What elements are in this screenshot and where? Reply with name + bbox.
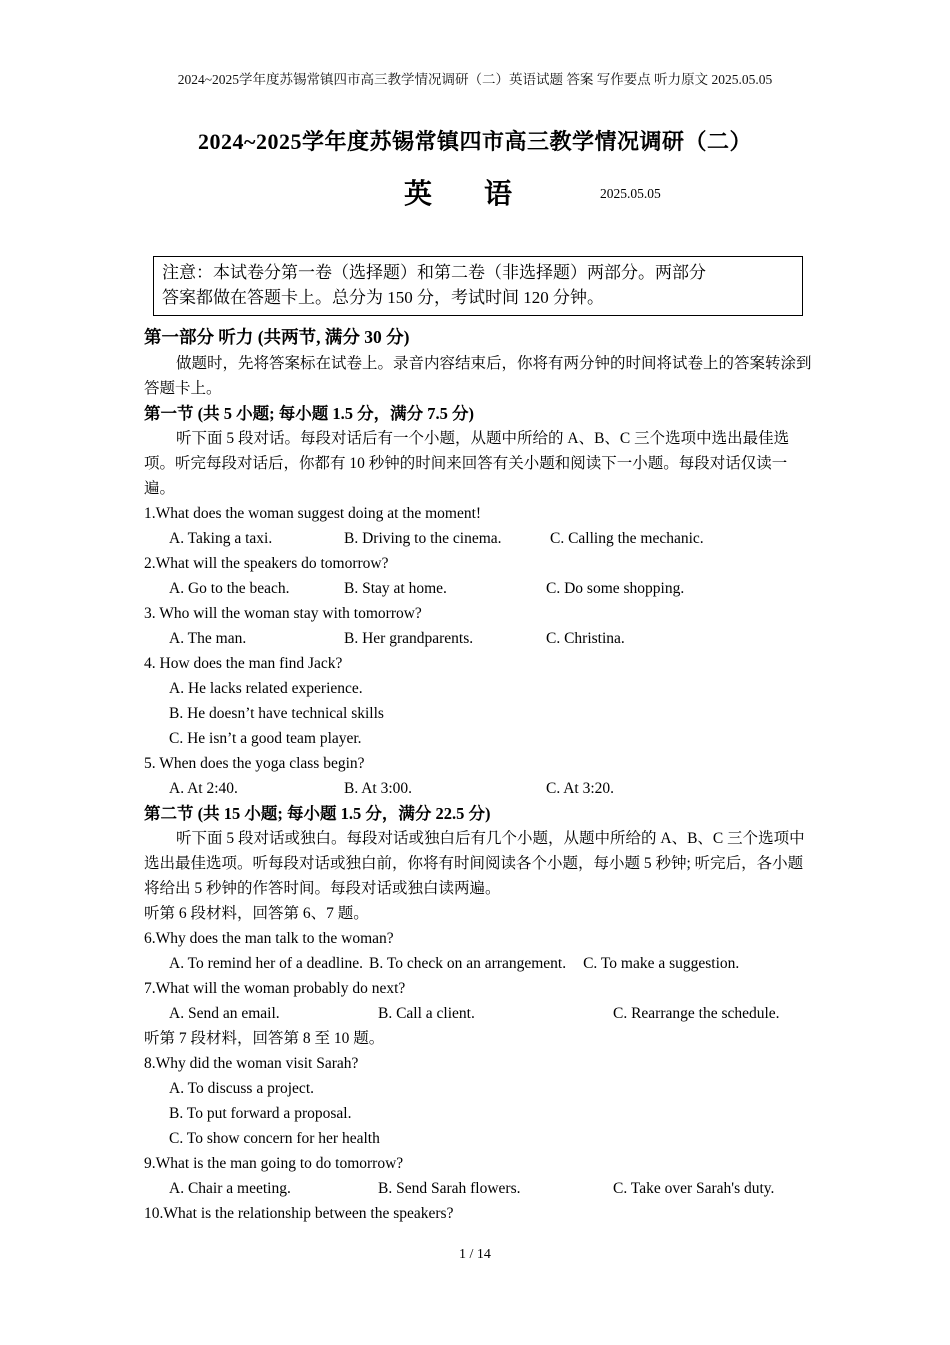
option-b: B. Driving to the cinema. xyxy=(344,530,502,547)
option-b: B. Stay at home. xyxy=(344,580,447,597)
option-a: A. Chair a meeting. xyxy=(169,1180,291,1197)
option-row xyxy=(144,1176,812,1201)
section-title: 第二节 (共 15 小题; 每小题 1.5 分，满分 22.5 分) xyxy=(144,804,491,823)
option-b: B. To put forward a proposal. xyxy=(169,1105,352,1122)
option-b: B. At 3:00. xyxy=(344,780,413,797)
subject-title: 英语 xyxy=(404,179,565,210)
option-c: C. To make a suggestion. xyxy=(583,955,740,972)
option-row xyxy=(144,626,812,651)
option-c: C. Christina. xyxy=(546,630,625,647)
option-row xyxy=(144,576,812,601)
question-stem: 8.Why did the woman visit Sarah? xyxy=(144,1055,359,1072)
option-a: A. To discuss a project. xyxy=(169,1080,314,1097)
question-stem: 3. Who will the woman stay with tomorrow? xyxy=(144,605,422,622)
exam-date: 2025.05.05 xyxy=(600,186,661,201)
question-stem: 10.What is the relationship between the speakers? xyxy=(144,1205,454,1222)
running-header: 2024~2025学年度苏锡常镇四市高三教学情况调研（二）英语试题 答案 写作要点 听力原文 2025.05.05 xyxy=(177,72,773,87)
option-a: A. He lacks related experience. xyxy=(169,680,363,697)
question-stem: 4. How does the man find Jack? xyxy=(144,655,343,672)
option-row xyxy=(144,776,812,801)
option-b: B. Send Sarah flowers. xyxy=(378,1180,521,1197)
exam-title: 2024~2025学年度苏锡常镇四市高三教学情况调研（二） xyxy=(198,129,752,154)
question-stem: 5. When does the yoga class begin? xyxy=(144,755,365,772)
option-a: A. To remind her of a deadline. xyxy=(169,955,364,972)
option-c: C. Do some shopping. xyxy=(546,580,685,597)
option-b: B. Her grandparents. xyxy=(344,630,474,647)
main-content xyxy=(144,324,812,1226)
option-b: B. To check on an arrangement. xyxy=(369,955,567,972)
question-stem: 1.What does the woman suggest doing at the moment! xyxy=(144,505,482,522)
option-a: A. The man. xyxy=(169,630,247,647)
part-title: 第一部分 听力 (共两节, 满分 30 分) xyxy=(144,327,410,347)
part-instruction: 做题时，先将答案标在试卷上。录音内容结束后，你将有两分钟的时间将试卷上的答案转涂到答题卡上。 xyxy=(144,355,812,397)
section-instruction: 听下面 5 段对话。每段对话后有一个小题，从题中所给的 A、B、C 三个选项中选出最佳选项。听完每段对话后，你都有 10 秒钟的时间来回答有关小题和阅读下一小题。每段对话仅读一遍。 xyxy=(144,430,790,497)
option-row xyxy=(144,526,812,551)
section-instruction: 听下面 5 段对话或独白。每段对话或独白后有几个小题，从题中所给的 A、B、C 三个选项中选出最佳选项。听每段对话或独白前，你将有时间阅读各个小题，每小题 5 秒钟; 听完后，各小题将给出 5 秒钟的作答时间。每段对话或独白读两遍。 xyxy=(144,830,805,897)
question-stem: 7.What will the woman probably do next? xyxy=(144,980,406,997)
option-a: A. At 2:40. xyxy=(169,780,238,797)
notice-line: 注意：本试卷分第一卷（选择题）和第二卷（非选择题）两部分。两部分 xyxy=(162,263,706,282)
option-c: C. Rearrange the schedule. xyxy=(613,1005,780,1022)
notice-box xyxy=(153,256,803,316)
material-instruction: 听第 6 段材料，回答第 6、7 题。 xyxy=(144,905,369,922)
option-row xyxy=(144,951,812,976)
option-row xyxy=(144,1001,812,1026)
option-b: B. He doesn’t have technical skills xyxy=(169,705,384,722)
option-a: A. Go to the beach. xyxy=(169,580,290,597)
option-a: A. Send an email. xyxy=(169,1005,280,1022)
option-c: C. He isn’t a good team player. xyxy=(169,730,362,747)
question-stem: 2.What will the speakers do tomorrow? xyxy=(144,555,389,572)
section-title: 第一节 (共 5 小题; 每小题 1.5 分，满分 7.5 分) xyxy=(144,404,474,423)
question-stem: 9.What is the man going to do tomorrow? xyxy=(144,1155,404,1172)
option-c: C. At 3:20. xyxy=(546,780,615,797)
page-number: 1 / 14 xyxy=(459,1247,491,1262)
option-c: C. To show concern for her health xyxy=(169,1130,380,1147)
option-c: C. Take over Sarah's duty. xyxy=(613,1180,775,1197)
material-instruction: 听第 7 段材料，回答第 8 至 10 题。 xyxy=(144,1030,385,1047)
option-c: C. Calling the mechanic. xyxy=(550,530,704,547)
option-b: B. Call a client. xyxy=(378,1005,475,1022)
option-a: A. Taking a taxi. xyxy=(169,530,273,547)
question-stem: 6.Why does the man talk to the woman? xyxy=(144,930,394,947)
notice-line: 答案都做在答题卡上。总分为 150 分，考试时间 120 分钟。 xyxy=(162,288,604,307)
